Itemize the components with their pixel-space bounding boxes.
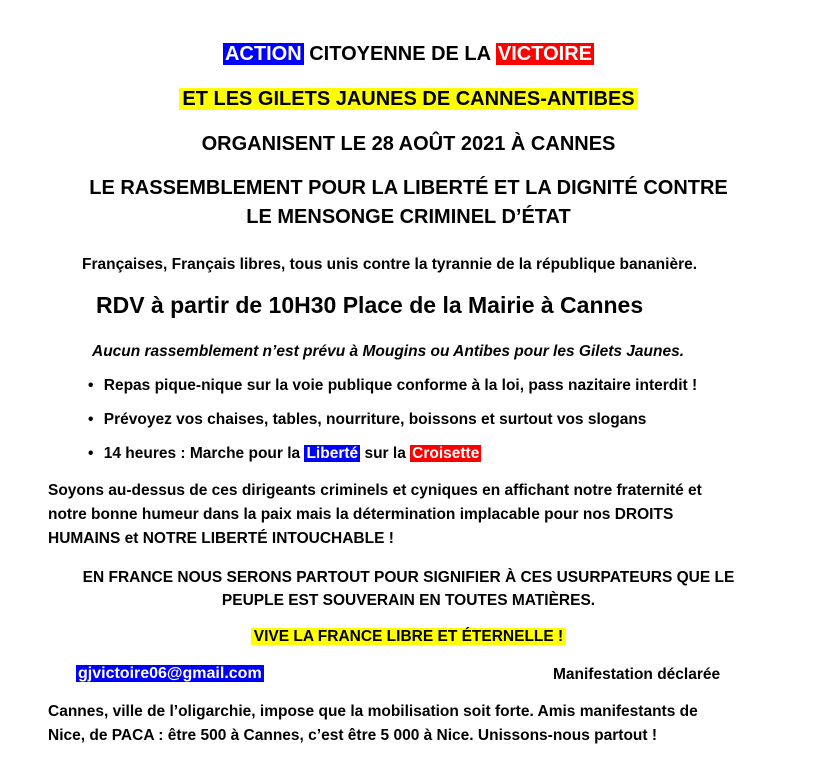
- header-line-1: [0, 43, 817, 66]
- email-line: [76, 665, 264, 683]
- paragraph-1-line-3: HUMAINS et NOTRE LIBERTÉ INTOUCHABLE !: [48, 530, 394, 547]
- croisette-highlight: Croisette: [412, 445, 480, 462]
- bullet-item-1-text: Repas pique-nique sur la voie publique conforme à la loi, pass nazitaire interdit !: [103, 377, 698, 394]
- email-link[interactable]: gjvictoire06@gmail.com: [78, 665, 262, 682]
- victoire-highlight: VICTOIRE: [497, 43, 592, 65]
- notice-text: Aucun rassemblement n’est prévu à Mougins ou Antibes pour les Gilets Jaunes.: [92, 343, 685, 360]
- gilets-jaunes-highlight: ET LES GILETS JAUNES DE CANNES-ANTIBES: [179, 88, 637, 110]
- header-line-5: LE MENSONGE CRIMINEL D’ÉTAT: [246, 206, 571, 228]
- intro-text: Françaises, Français libres, tous unis contre la tyrannie de la république bananière.: [82, 256, 698, 273]
- france-line-2: PEUPLE EST SOUVERAIN EN TOUTES MATIÈRES.: [221, 592, 596, 609]
- header-line-4: LE RASSEMBLEMENT POUR LA LIBERTÉ ET LA DIGNITÉ CONTRE: [89, 177, 728, 199]
- bullet-item-3: [88, 445, 481, 463]
- header-line-2: [0, 88, 817, 111]
- paragraph-1-line-1: Soyons au-dessus de ces dirigeants criminels et cyniques en affichant notre fraternité et: [48, 482, 702, 499]
- action-highlight: ACTION: [224, 43, 302, 65]
- liberte-highlight: Liberté: [306, 445, 359, 462]
- france-line-1: EN FRANCE NOUS SERONS PARTOUT POUR SIGNIFIER À CES USURPATEURS QUE LE: [82, 569, 735, 586]
- bullet-item-2: [88, 411, 646, 429]
- vive-highlight: VIVE LA FRANCE LIBRE ET ÉTERNELLE !: [251, 628, 566, 645]
- closing-line-2: Nice, de PACA : être 500 à Cannes, c’est être 5 000 à Nice. Unissons-nous partout !: [48, 727, 658, 744]
- bullet-item-3-mid: sur la: [360, 445, 411, 462]
- closing-line-1: Cannes, ville de l’oligarchie, impose que la mobilisation soit forte. Amis manifestants de: [48, 703, 698, 720]
- bullet-item-1: [88, 377, 697, 395]
- bullet-item-2-text: Prévoyez vos chaises, tables, nourriture, boissons et surtout vos slogans: [103, 411, 647, 428]
- bullet-item-3-pre: 14 heures : Marche pour la: [103, 445, 305, 462]
- rdv-heading: RDV à partir de 10H30 Place de la Mairie à Cannes: [96, 292, 644, 318]
- declared-text: Manifestation déclarée: [553, 666, 721, 683]
- paragraph-1-line-2: notre bonne humeur dans la paix mais la détermination implacable pour nos DROITS: [48, 506, 674, 523]
- header-line-3: ORGANISENT LE 28 AOÛT 2021 À CANNES: [201, 133, 616, 155]
- vive-line: [0, 628, 817, 646]
- header-line-1-mid: CITOYENNE DE LA: [303, 43, 496, 65]
